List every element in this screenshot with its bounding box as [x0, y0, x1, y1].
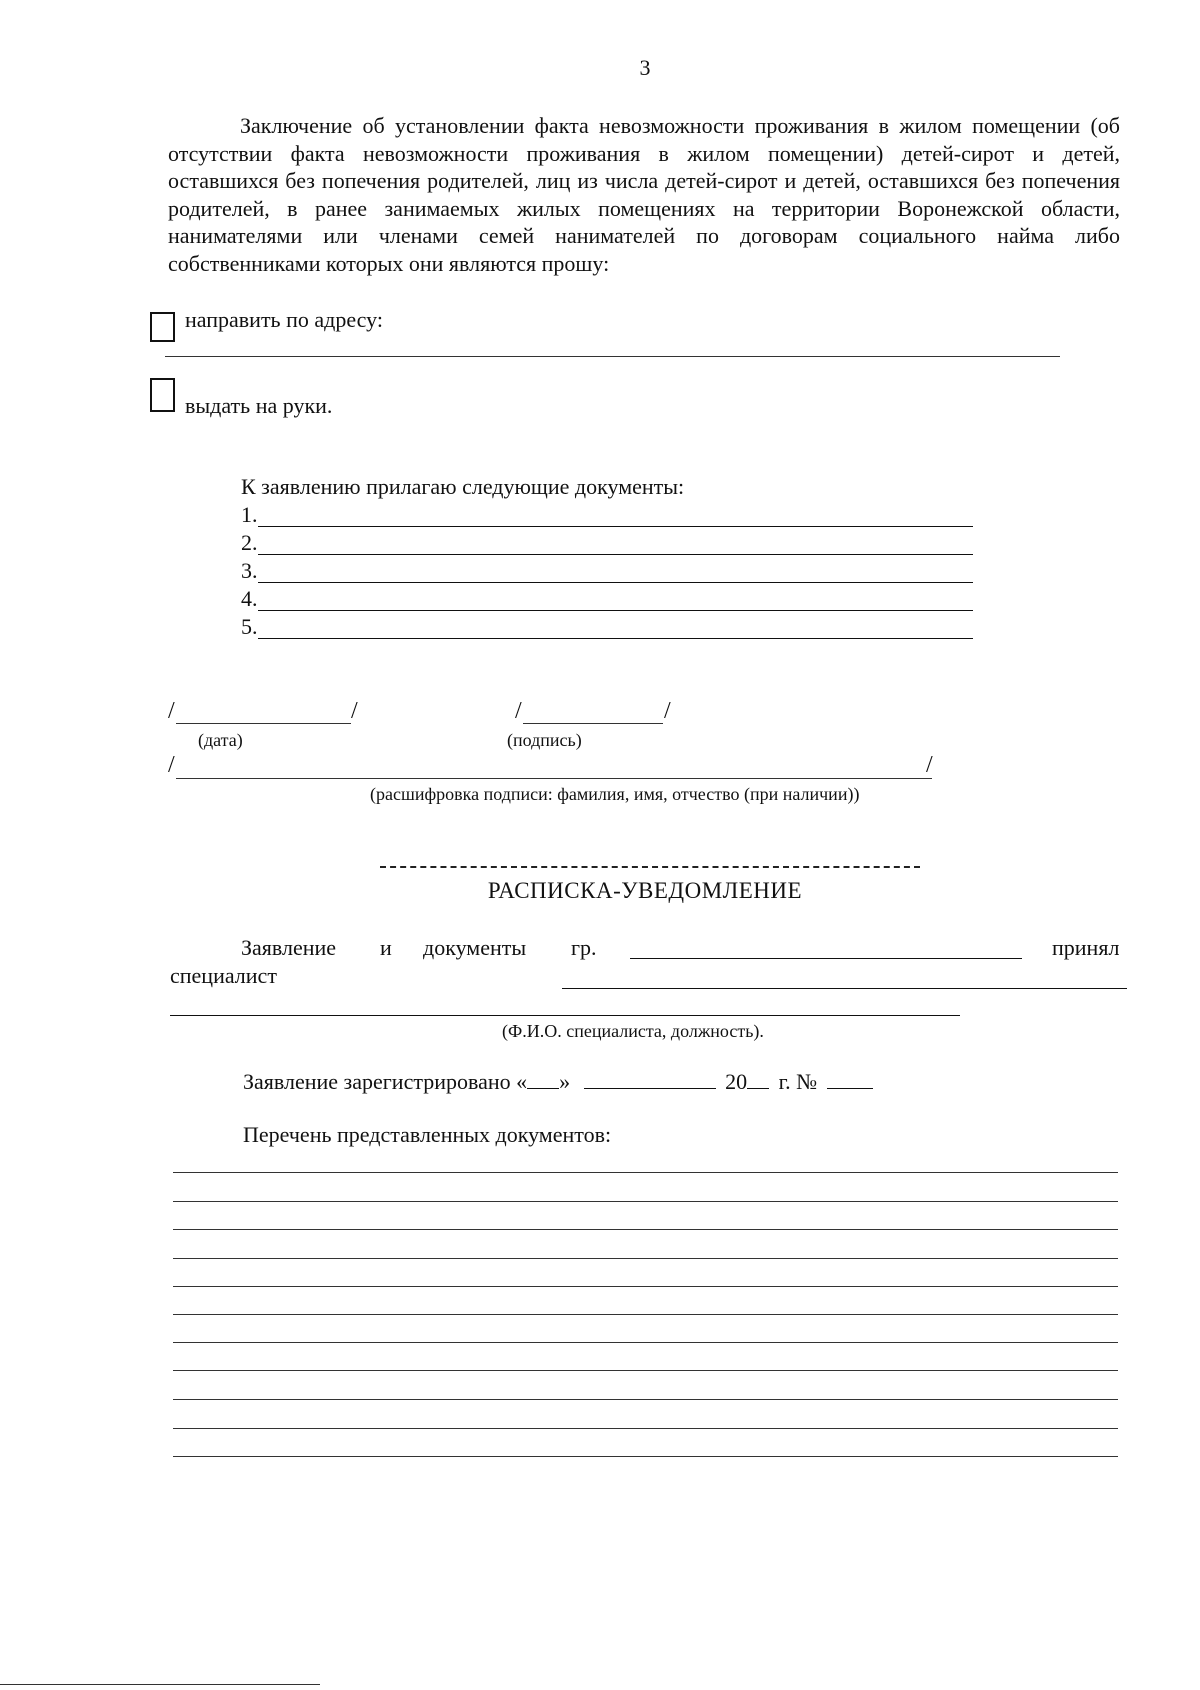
signature-slash-left: /: [515, 698, 522, 724]
registered-quote-close: »: [559, 1069, 571, 1094]
attachment-item: [241, 502, 258, 528]
send-by-address-checkbox[interactable]: [150, 312, 175, 342]
attachment-number: 1.: [241, 502, 258, 527]
attachment-line[interactable]: [258, 638, 973, 639]
attachments-heading: К заявлению прилагаю следующие документы:: [241, 474, 685, 499]
year-prefix: 20: [725, 1069, 748, 1094]
and-word: и: [380, 935, 392, 960]
receipt-title: РАСПИСКА-УВЕДОМЛЕНИЕ: [487, 878, 803, 903]
bottom-edge-line: [0, 1684, 320, 1685]
statement-word: Заявление: [241, 935, 337, 960]
documents-list-line[interactable]: [173, 1370, 1118, 1371]
intro-paragraph: Заключение об установлении факта невозможности проживания в жилом помещении (об отсутствии факта невозможности проживания в жилом помещении) детей-сирот и детей, оставшихся без попечения родителей, лиц из числа детей-сирот и детей, оставшихся без попечения родителей, в ранее занимаемых жилых помещениях на территории Воронежской области, нанимателями или членами семей нанимателей по договорам социального найма либо собственниками которых они являются прошу:: [168, 113, 1120, 276]
documents-list-line[interactable]: [173, 1286, 1118, 1287]
documents-list-heading: Перечень представленных документов:: [243, 1122, 612, 1147]
decoding-slash-left: /: [168, 752, 175, 778]
registration-month-field[interactable]: [584, 1088, 716, 1089]
address-line[interactable]: [165, 356, 1060, 357]
documents-list-line[interactable]: [173, 1428, 1118, 1429]
specialist-line-left[interactable]: [170, 1015, 960, 1016]
date-slash-right: /: [351, 698, 358, 724]
decoding-line[interactable]: [176, 778, 932, 779]
hand-over-label: выдать на руки.: [185, 393, 333, 418]
citizen-word: гр.: [571, 935, 597, 960]
documents-list-line[interactable]: [173, 1229, 1118, 1230]
hand-over-checkbox[interactable]: [150, 378, 175, 412]
registration-number-field[interactable]: [827, 1088, 873, 1089]
attachment-number: 3.: [241, 558, 258, 583]
page-number: 3: [639, 55, 651, 80]
attachment-item: [241, 530, 258, 556]
attachment-item: [241, 558, 258, 584]
date-line[interactable]: [176, 723, 351, 724]
documents-list-line[interactable]: [173, 1399, 1118, 1400]
decoding-slash-right: /: [926, 752, 933, 778]
documents-list-line[interactable]: [173, 1314, 1118, 1315]
attachment-number: 4.: [241, 586, 258, 611]
documents-list-line[interactable]: [173, 1456, 1118, 1457]
registration-year-field[interactable]: [747, 1088, 769, 1089]
send-by-address-label: направить по адресу:: [185, 307, 383, 332]
signature-caption: (подпись): [507, 730, 582, 750]
documents-list-line[interactable]: [173, 1258, 1118, 1259]
specialist-word: специалист: [170, 963, 277, 988]
attachment-line[interactable]: [258, 582, 973, 583]
attachment-line[interactable]: [258, 610, 973, 611]
cut-line: [380, 866, 920, 868]
year-suffix: г. №: [778, 1069, 818, 1094]
registration-line: [243, 1069, 873, 1095]
documents-list-line[interactable]: [173, 1201, 1118, 1202]
attachment-line[interactable]: [258, 554, 973, 555]
signature-line[interactable]: [523, 723, 663, 724]
documents-list-line[interactable]: [173, 1342, 1118, 1343]
date-caption: (дата): [198, 730, 243, 750]
attachment-item: [241, 614, 258, 640]
signature-slash-right: /: [664, 698, 671, 724]
documents-list-line[interactable]: [173, 1172, 1118, 1173]
registered-prefix: Заявление зарегистрировано «: [243, 1069, 528, 1094]
attachment-line[interactable]: [258, 526, 973, 527]
specialist-caption: (Ф.И.О. специалиста, должность).: [502, 1021, 764, 1041]
citizen-name-line[interactable]: [630, 958, 1022, 959]
accepted-word: принял: [1052, 935, 1120, 960]
registration-day-field[interactable]: [527, 1088, 559, 1089]
attachment-number: 5.: [241, 614, 258, 639]
attachment-number: 2.: [241, 530, 258, 555]
documents-word: документы: [423, 935, 527, 960]
date-slash-left: /: [168, 698, 175, 724]
attachment-item: [241, 586, 258, 612]
specialist-line-right[interactable]: [562, 988, 1127, 989]
decoding-caption: (расшифровка подписи: фамилия, имя, отчество (при наличии)): [370, 784, 860, 804]
